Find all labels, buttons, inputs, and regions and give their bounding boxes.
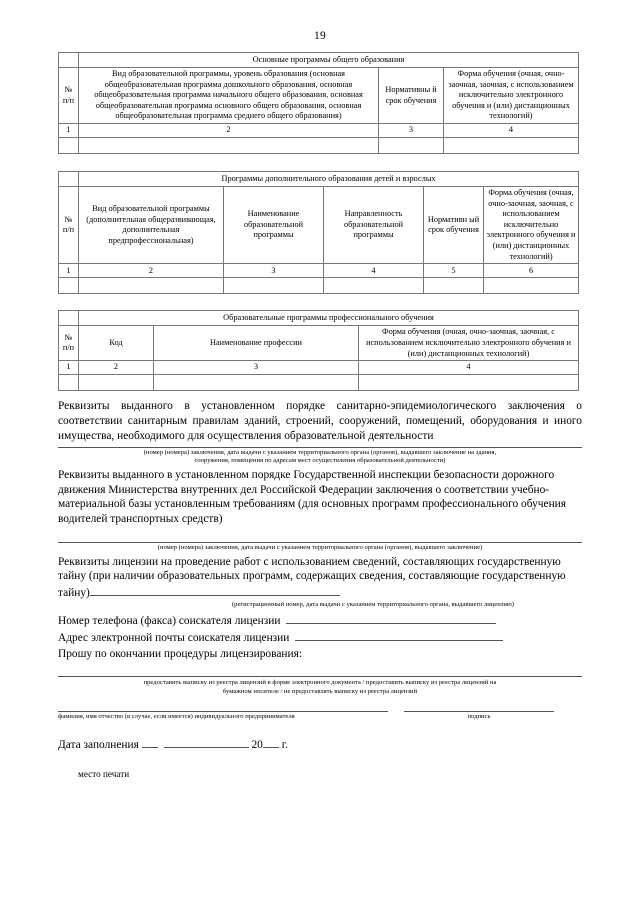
caption-choice-line2: бумажном носителе / не предоставлять выписку из реестра лицензий: [222, 687, 418, 695]
table2-header-program-type: Вид образовательной программы (дополнительная общеразвивающая, дополнительная предпрофессиональная): [79, 187, 224, 264]
paragraph-state-secret-license: [58, 555, 582, 601]
choice-fill-line[interactable]: [58, 676, 582, 677]
table3-blank-cell[interactable]: [154, 375, 359, 391]
table-row: [59, 68, 579, 124]
table3-header-profession-name: Наименование профессии: [154, 326, 359, 361]
table2-header-duration: Нормативн ый срок обучения: [424, 187, 484, 264]
table1-header-duration: Нормативны й срок обучения: [379, 68, 444, 124]
paragraph-sanitary-conclusion: Реквизиты выданного в установленном порядке санитарно-эпидемиологического заключения о соответствии санитарным правилам зданий, строений, сооружений, помещений, оборудования и иного имущества, необходимого для осуществления образовательной деятельности: [58, 400, 582, 442]
seal-placeholder: место печати: [78, 769, 130, 780]
table-row: [59, 326, 579, 361]
field-phone-input[interactable]: [286, 612, 496, 624]
table1-blank-cell[interactable]: [444, 138, 579, 154]
field-email-label: Адрес электронной почты соискателя лицензии: [58, 631, 290, 644]
table2-num-3: 3: [224, 264, 324, 278]
caption-signature: подпись: [467, 713, 491, 721]
field-email: [58, 629, 582, 646]
table2-blank-cell[interactable]: [59, 278, 79, 294]
caption-state-secret: (регистрационный номер, дата выдачи с указанием территориального органа, выдавшего лицензию): [231, 601, 515, 609]
table3-num-1: 1: [59, 361, 79, 375]
table2-header-program-name: Наименование образовательной программы: [224, 187, 324, 264]
table2-blank-cell[interactable]: [484, 278, 579, 294]
table2-num-4: 4: [324, 264, 424, 278]
document-content: [0, 52, 640, 779]
table2-num-1: 1: [59, 264, 79, 278]
table3-num-3: 3: [154, 361, 359, 375]
table-row: [59, 264, 579, 278]
table3-title: Образовательные программы профессионального обучения: [79, 311, 579, 326]
table1-header-no: № п/п: [59, 68, 79, 124]
field-date: [58, 736, 582, 751]
table3-corner-cell: [59, 311, 79, 326]
gibdd-fill-line[interactable]: [58, 541, 582, 543]
table2-num-5: 5: [424, 264, 484, 278]
table-row: [59, 278, 579, 294]
table1-blank-cell[interactable]: [79, 138, 379, 154]
table2-blank-cell[interactable]: [224, 278, 324, 294]
table-row: [59, 53, 579, 68]
field-date-month[interactable]: [164, 736, 249, 748]
field-date-year-prefix: 20: [251, 739, 263, 752]
table-row: [59, 311, 579, 326]
table1-num-2: 2: [79, 124, 379, 138]
table3-num-2: 2: [79, 361, 154, 375]
table1-blank-cell[interactable]: [59, 138, 79, 154]
field-phone-label: Номер телефона (факса) соискателя лицензии: [58, 614, 281, 627]
table3-header-form: Форма обучения (очная, очно-заочная, заочная, с использованием исключительно электронного обучения и (или) дистанционных технологий): [359, 326, 579, 361]
table1-num-3: 3: [379, 124, 444, 138]
field-date-year[interactable]: [263, 736, 279, 748]
table-row: [59, 375, 579, 391]
table-basic-general-education-programs: [58, 52, 579, 154]
caption-sanitary-line2: сооружения, помещения по адресам мест осуществления образовательной деятельности): [194, 457, 446, 465]
field-date-suffix: г.: [281, 739, 288, 752]
table1-num-1: 1: [59, 124, 79, 138]
table-gap: [58, 294, 582, 310]
signature-name-column: [58, 710, 388, 720]
caption-choice-line1: предоставить выписку из реестра лицензий в форме электронного документа / предоставить выписку из реестра лицензий на: [143, 679, 497, 687]
paragraph-gibdd-conclusion: Реквизиты выданного в установленном порядке Государственной инспекции безопасности дорожного движения Министерства внутренних дел Российской Федерации заключения о соответствии учебно-материальной базы установленным требованиям (для основных программ профессионального обучения водителей транспортных средств): [58, 468, 567, 526]
table-row: [59, 361, 579, 375]
table2-num-2: 2: [79, 264, 224, 278]
table2-num-6: 6: [484, 264, 579, 278]
table1-title: Основные программы общего образования: [79, 53, 579, 68]
field-email-input[interactable]: [295, 629, 503, 641]
caption-gibdd: (номер (номера) заключения, дата выдачи с указанием территориального органа (органов), выдавшего заключение): [157, 544, 483, 552]
table-row: [59, 172, 579, 187]
field-date-label: Дата заполнения: [58, 739, 139, 752]
table-row: [59, 187, 579, 264]
table-vocational-training-programs: [58, 310, 579, 391]
table2-blank-cell[interactable]: [79, 278, 224, 294]
field-request-label: Прошу по окончании процедуры лицензирования:: [58, 648, 302, 661]
table1-header-program-type: Вид образовательной программы, уровень образования (основная общеобразовательная программа дошкольного образования, основная общеобразовательная программа начального общего образования, основная общеобразовательная программа основного общего образования, основная общеобразовательная программа среднего общего образования): [79, 68, 379, 124]
table-row: [59, 124, 579, 138]
caption-full-name: фамилия, имя отчество (в случае, если имеется) индивидуального предпринимателя: [58, 713, 295, 721]
table3-header-code: Код: [79, 326, 154, 361]
page-number: 19: [314, 30, 326, 42]
table2-header-program-focus: Направленность образовательной программы: [324, 187, 424, 264]
table2-title: Программы дополнительного образования детей и взрослых: [79, 172, 579, 187]
table-gap: [58, 154, 582, 171]
table2-blank-cell[interactable]: [324, 278, 424, 294]
table-row: [59, 138, 579, 154]
table1-num-4: 4: [444, 124, 579, 138]
table2-corner-cell: [59, 172, 79, 187]
signature-block: [58, 710, 582, 720]
section-gap: [58, 391, 582, 399]
table2-header-form: Форма обучения (очная, очно-заочная, заочная, с использованием исключительно электронного обучения и (или) дистанционных технологий): [484, 187, 579, 264]
field-phone: [58, 612, 582, 629]
table3-num-4: 4: [359, 361, 579, 375]
table3-blank-cell[interactable]: [359, 375, 579, 391]
caption-sanitary-line1: (номер (номера) заключения, дата выдачи с указанием территориального органа (органов), выдавшего заключение на здания,: [143, 448, 497, 456]
sanitary-fill-line[interactable]: [58, 446, 582, 448]
table3-header-no: № п/п: [59, 326, 79, 361]
table-supplementary-education-programs: [58, 171, 579, 294]
secret-fill-line[interactable]: [90, 584, 340, 596]
table3-blank-cell[interactable]: [79, 375, 154, 391]
field-date-day[interactable]: [142, 736, 158, 748]
table2-blank-cell[interactable]: [424, 278, 484, 294]
table2-header-no: № п/п: [59, 187, 79, 264]
paragraph-state-secret-license-text: Реквизиты лицензии на проведение работ с использованием сведений, составляющих государственную тайну (при наличии образовательных программ, содержащих сведения, составляющие государственную тайну): [58, 555, 566, 600]
table1-blank-cell[interactable]: [379, 138, 444, 154]
table1-header-form: Форма обучения (очная, очно-заочная, заочная, с использованием исключительно электронного обучения и (или) дистанционных технологий): [444, 68, 579, 124]
table1-corner-cell: [59, 53, 79, 68]
table3-blank-cell[interactable]: [59, 375, 79, 391]
signature-sign-column: [404, 710, 554, 720]
